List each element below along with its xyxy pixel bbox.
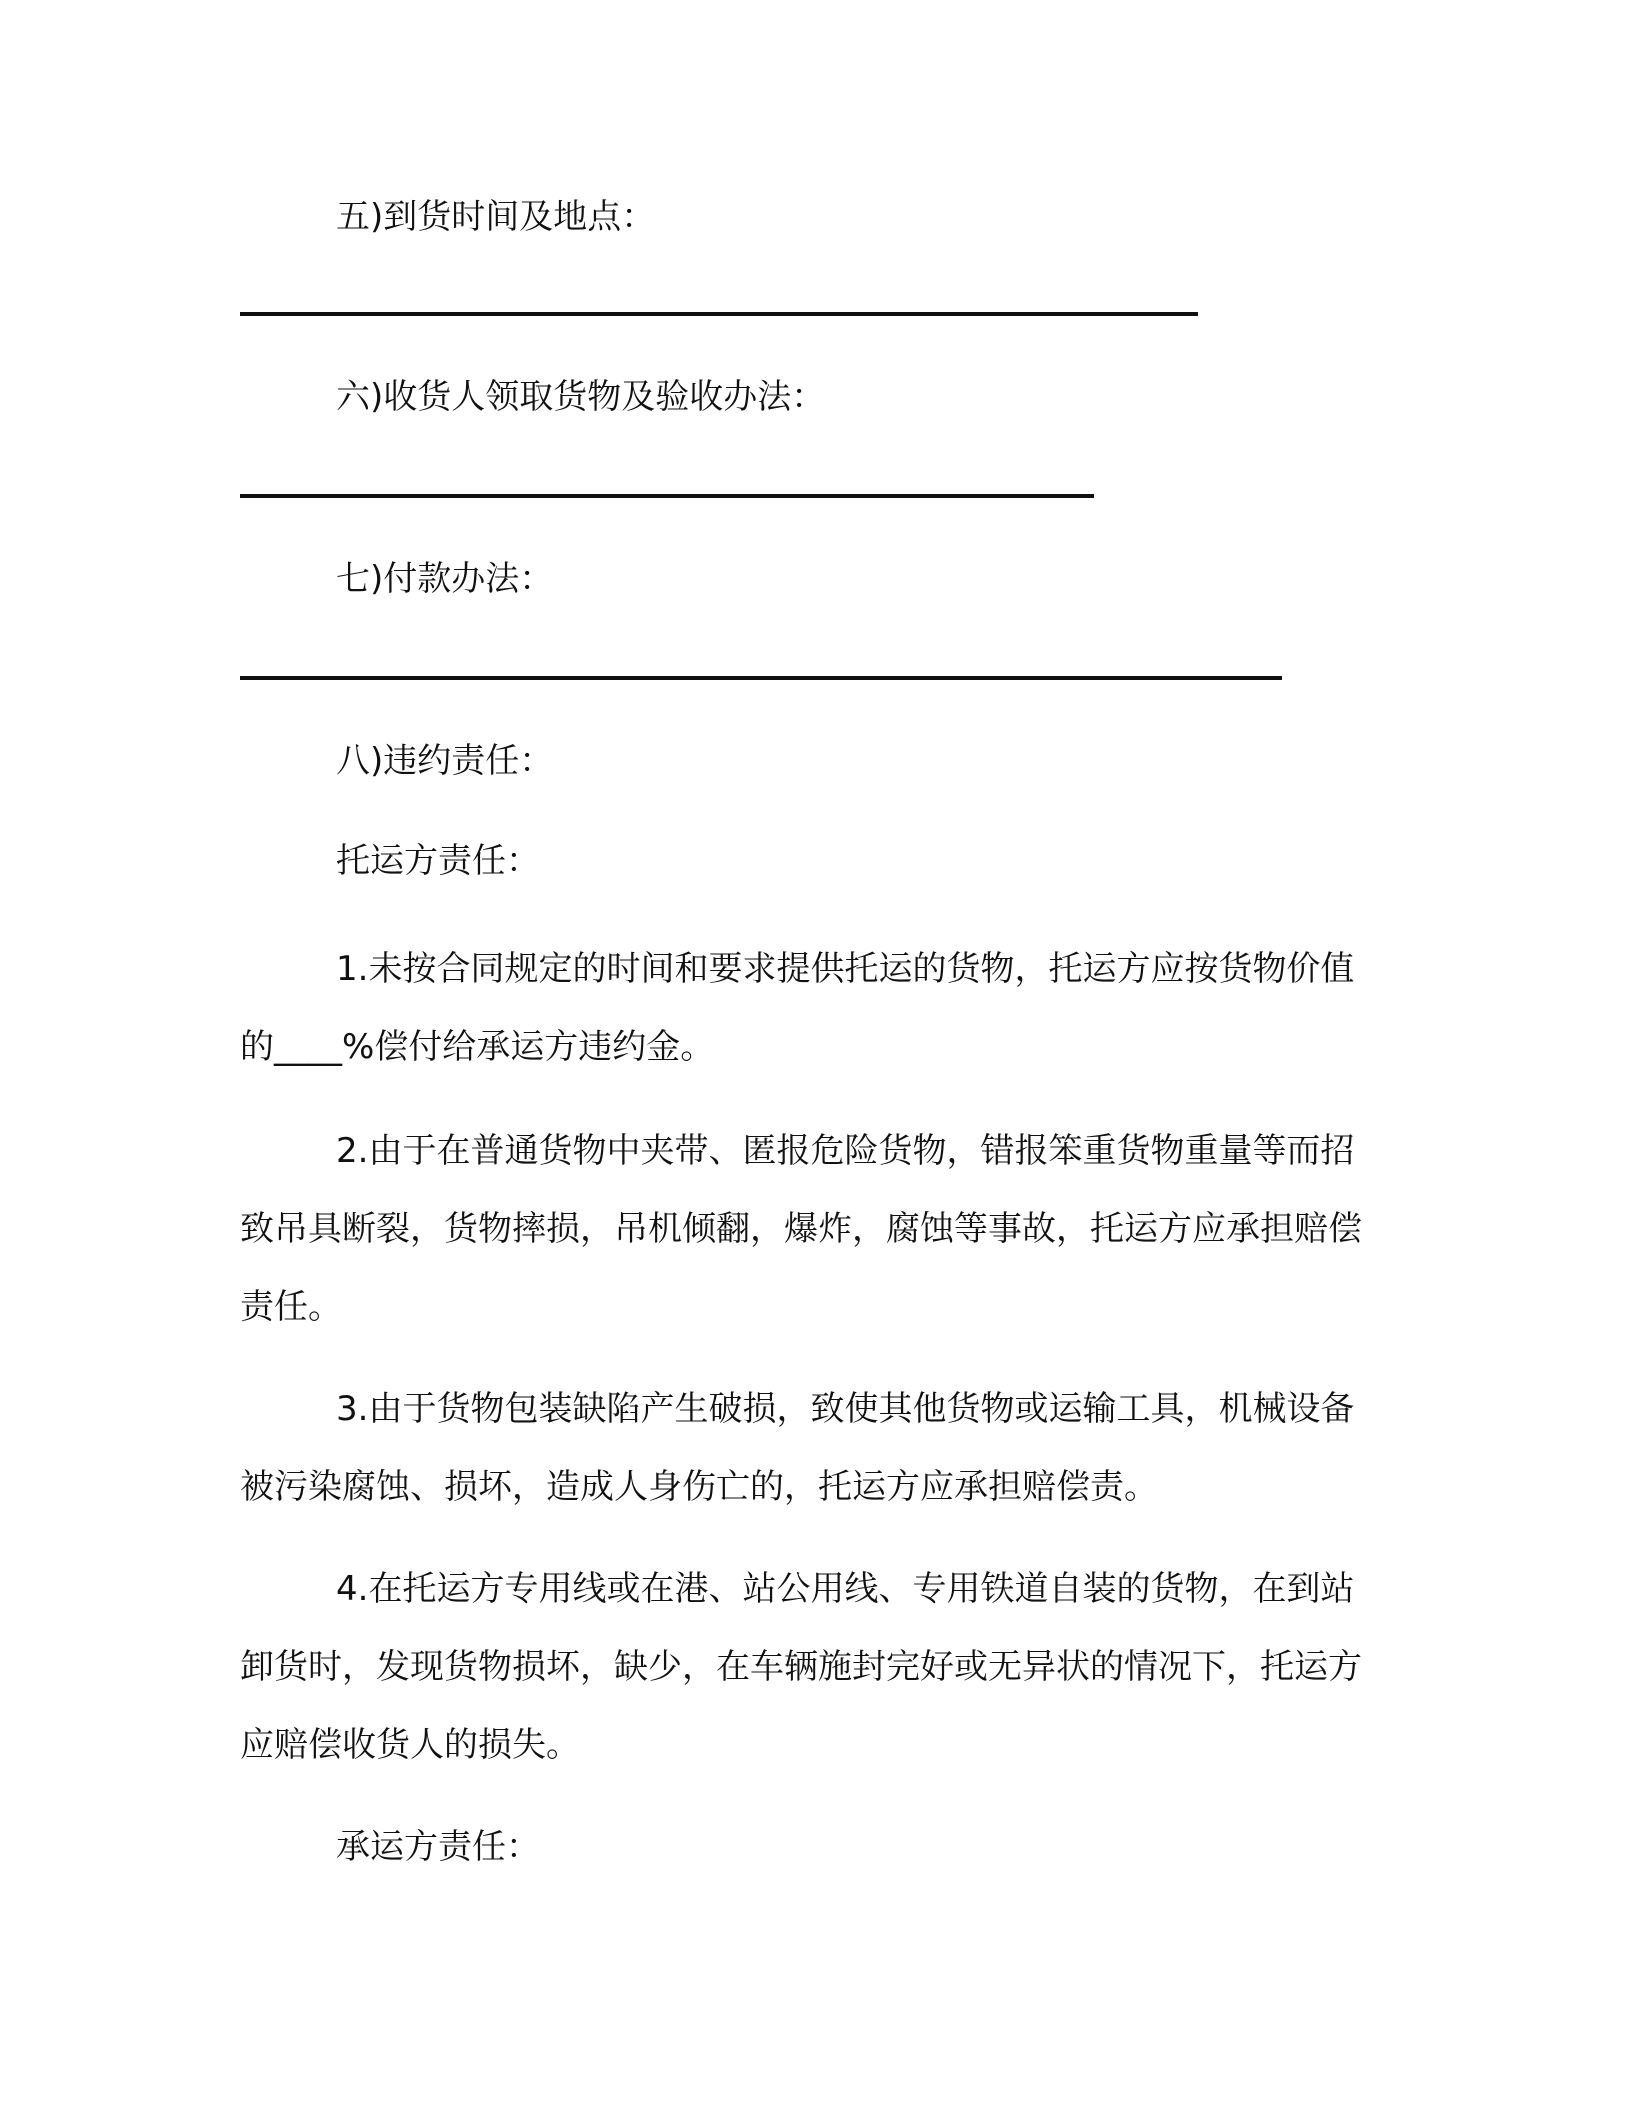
section-5-heading: 五)到货时间及地点： [336, 197, 656, 237]
section-8-heading: 八)违约责任： [336, 741, 554, 781]
clause-4: 4.在托运方专用线或在港、站公用线、专用铁道自装的货物，在到站卸货时，发现货物损坏，缺少，在车辆施封完好或无异状的情况下，托运方应赔偿收货人的损失。 [240, 1569, 1362, 1765]
section-6-heading: 六)收货人领取货物及验收办法： [336, 377, 826, 417]
document-page [240, 0, 1390, 2112]
clause-1: 1.未按合同规定的时间和要求提供托运的货物，托运方应按货物价值的____%偿付给承运方违约金。 [240, 949, 1355, 1067]
section-7-heading: 七)付款办法： [336, 559, 554, 599]
fill-in-line [240, 312, 1198, 316]
clause-3: 3.由于货物包装缺陷产生破损，致使其他货物或运输工具，机械设备被污染腐蚀、损坏，造成人身伤亡的，托运方应承担赔偿责。 [240, 1389, 1355, 1507]
fill-in-line [240, 494, 1094, 498]
carrier-responsibility-heading: 承运方责任： [336, 1827, 540, 1867]
shipper-responsibility-heading: 托运方责任： [336, 841, 540, 881]
fill-in-line [240, 676, 1282, 680]
clause-2: 2.由于在普通货物中夹带、匿报危险货物，错报笨重货物重量等而招致吊具断裂，货物摔损，吊机倾翻，爆炸，腐蚀等事故，托运方应承担赔偿责任。 [240, 1131, 1362, 1327]
